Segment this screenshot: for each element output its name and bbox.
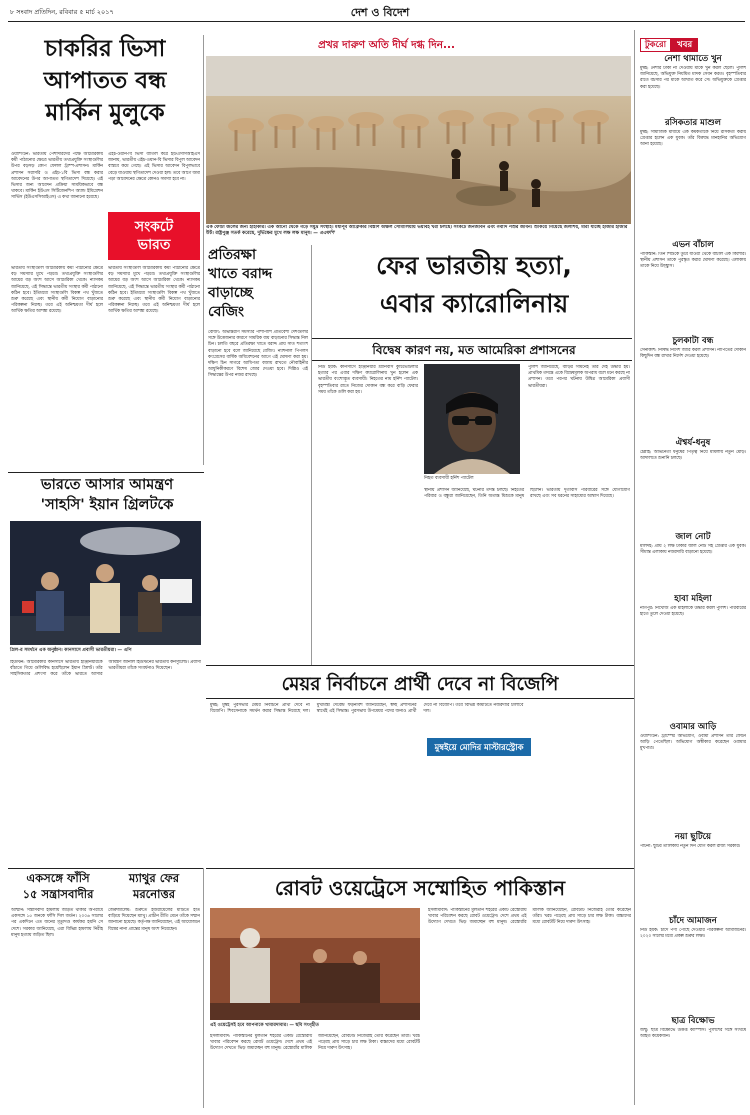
defence-headline: প্রতিরক্ষা খাতে বরাদ্দ বাড়াচ্ছে বেজিং [208,247,273,320]
grillot-caption: গ্রিল-র সমর্থনে এক অনুষ্ঠান। কানসাসে প্রবাসী ভারতীয়রা। — এপি [10,648,132,653]
victim-photo [424,364,520,474]
execution-body: আম্মান: সন্ত্রাসবাদী হামলায় জড়িত থাকার অপরাধে একসঙ্গে ১৫ জনকে ফাঁসি দিল জর্ডন। ২০০৬ সালের পর একদিনে এত জনের মৃত্যুদণ্ড কার্যকর হয়নি সে দেশে। সরকার জানিয়েছে, এরা বিভিন্ন হামলায় নিরীহ মানুষ হত্যায় জড়িত ছিল। [11,908,103,938]
murder-subhead: বিদ্বেষ কারণ নয়, মত আমেরিকা প্রশাসনের [372,343,576,357]
sidebar-item: এভন বাঁচাল পাকিস্তান: তিন শিশুকে ডুবে যাওয়া থেকে বাঁচাল এক কিশোর। স্থানীয় প্রশাসন তাকে পুরস্কৃত করার ঘোষণা করেছে। এলাকায় তাকে নিয়ে উচ্ছ্বাস। [640,240,746,270]
matthew-body: জেরুজালেম: শুরুতে ইজরায়েলের মাটিতে হাত বাড়িয়ে দিয়েছেন ম্যাথু। প্রাচীন রীতি মেনে তাঁকে সম্মান জানানো হয়েছে। কর্তৃপক্ষ জানিয়েছেন, এই আয়োজনে বিশ্বের নানা প্রান্তের মানুষ অংশ নিয়েছেন। [108,908,200,932]
murder-headline: ফের ভারতীয় হত্যা, এবার ক্যারোলিনায় [376,251,572,318]
victim-caption: নিহত ব্যবসায়ী হর্নিশ প্যাটেল [424,476,474,481]
sidebar-item: নেশা থামাতে খুন মুম্বই: নেশার টাকা না দেওয়ায় মাকে খুন করল ছেলে। পুলিশ জানিয়েছে, অভিযুক্ত নিয়মিত মাদক সেবন করত। বৃহস্পতিবার রাতে বচসার পর মাকে আঘাত করে সে। অভিযুক্তকে গ্রেপ্তার করা হয়েছে। [640,54,746,90]
lead-body-a2: ভারতীয় সংস্থাগুলি আমেরিকায় কর্মী পাঠানোর ক্ষেত্রে বড় সমস্যার মুখে পড়বে। তথ্যপ্রযুক্তি সংস্থাগুলির আয়ের বড় অংশ আসে আমেরিকা থেকে। ন্যাসকম জানিয়েছে, এই সিদ্ধান্তে ভারতীয় সংস্থার কর্মী পাঠানো কঠিন হবে। ইতিমধ্যে সংস্থাগুলি বিকল্প পথ খুঁজতে শুরু করেছে এবং স্থানীয় কর্মী নিয়োগ বাড়ানোর পরিকল্পনা নিচ্ছে। তবে এই অনিশ্চয়তা দীর্ঘ হলে আর্থিক ক্ষতির আশঙ্কা রয়েছে। [11,266,103,315]
execution-headline: একসঙ্গে ফাঁসি ১৫ সন্ত্রাসবাদীর [22,871,94,901]
sidebar-item: জাল নোট মালদহ: প্রায় ২ লক্ষ টাকার জাল নোট সহ গ্রেপ্তার এক যুবক। সীমান্ত এলাকায় নজরদারি বাড়ানো হয়েছে। [640,532,746,556]
murder-body-a: নিউ ইয়র্ক: কানসাসে ইঞ্জিনিয়ার শ্রীনিবাস কুচিভোটলার হত্যার পর এবার দক্ষিণ ক্যারোলিনায় খুন হলেন এক ভারতীয় বংশোদ্ভূত ব্যবসায়ী। নিহতের নাম হর্নিশ প্যাটেল। বৃহস্পতিবার রাতে নিজের দোকান বন্ধ করে বাড়ি ফেরার সময় তাঁকে গুলি করা হয়। [318,365,418,395]
lead-body-b: এইচ-ওয়ান-বি ভিসা বাতিল করে ইউএসসিআইএস জানায়, ভারতীয় এইচ-ওয়ান-বি ভিসার বিপুল আবেদন বাস্তবে কমে গেছে। এই ভিসার আবেদন বিপুলভাবে বেড়ে যাওয়ায় স্থগিতাদেশ দেওয়া হল। তবে আগে জমা পড়া আবেদনের ক্ষেত্রে কোনও সমস্যা হবে না। [108,152,200,182]
drought-caption: এক ফোঁটা জলের জন্য হাহাকার। এক আনো থেকে গড়ে সমুদ্র সংস্থাই। মধ্যপূর্ব আফ্রিকার বিস্তীর্ণ অঞ্চল সোমালিয়ায় ভয়াবহ খরা চলছে। সংকটে জনজীবন এবং গবাদি পশুর জীবন। শুকিয়ে গিয়েছে জলাশয়, মারা যাচ্ছে হাজার হাজার উট। রাষ্ট্রপুঞ্জ সতর্ক করেছে, দুর্ভিক্ষের মুখে লক্ষ লক্ষ মানুষ। — এএফপি [206,225,628,236]
sidebar-item: চুলকাটা বন্ধ সেনাকাশ: নিষিদ্ধ নির্দেশ জারি করল প্রশাসন। নাপিতের দোকান কিছুদিন বন্ধ রাখার নির্দেশ দেওয়া হয়েছে। [640,336,746,360]
camels-image [206,56,631,224]
sidebar-item: ওবামার আড়ি ওয়াশিংটন: ট্রাম্পের অভিযোগ, ওবামা প্রশাসন তাঁর ফোনে আড়ি পেতেছিল। অভিযোগ অস্বীকার করেছেন ওবামার মুখপাত্র। [640,722,746,752]
robot-caption: এই ওয়েট্রেসই হবে আপনাকে খাবারদাবার। — ছবি সংগৃহীত [210,1023,319,1028]
matthew-headline: ম্যাথুর ফের মরনোত্তর [128,871,180,901]
sidebar-item: ঐশ্বর্য-ধনুষ চেন্নাই: অভিনেতা ধনুষের পিতৃত্ব নিয়ে মামলায় নতুন মোড়। আদালতে শুনানি চলছে। [640,438,746,462]
murder-body-c: স্থানীয় প্রশাসন জানিয়েছে, ঘটনার তদন্ত চলছে। নিহতের পরিবার ও বন্ধুরা জানিয়েছেন, তিনি অত্যন্ত মিশুকে মানুষ ছিলেন। ভারতীয় দূতাবাস পরিবারের সঙ্গে যোগাযোগ রাখছে এবং সব ধরনের সাহায্যের আশ্বাস দিয়েছে। [424,488,630,500]
mayor-headline: মেয়র নির্বাচনে প্রার্থী দেবে না বিজেপি [281,674,559,695]
grillot-body: হিউস্টন: আমেরিকার কানসাসে ভারতীয় ইঞ্জিনিয়ারকে বাঁচাতে গিয়ে গুলিবিদ্ধ হয়েছিলেন ইয়ান গ্রিলট। তাঁর সাহসিকতার প্রশংসা করে তাঁকে ভারতে আসার আমন্ত্রণ জানাল হিউস্টনের ভারতীয় কনস্যুলেট। প্রবাসী ভারতীয়রা তাঁকে সংবর্ধনাও দিয়েছেন। [10,660,201,678]
sidebar-item: রসিকতার মাশুল মুম্বই: সামাজিক মাধ্যমে এক কর্মকর্তাকে নিয়ে রসিকতা করায় গ্রেপ্তার হলেন এক যুবক। তাঁর বিরুদ্ধে মানহানির অভিযোগ আনা হয়েছে। [640,118,746,148]
sidebar-item: নয়া ছুটিয়ে পাটনা: ছুটির তালিকায় নতুন দিন যোগ করল রাজ্য সরকার। [640,832,741,849]
mayor-inset: মুম্বইয়ে মোদির মাস্টারস্ট্রোক [427,738,531,756]
robot-body: ইসলামাবাদ: পাকিস্তানের মুলতান শহরের একটি রেস্তোরাঁয় খাবার পরিবেশন করছে রোবট ওয়েট্রেস। দেশে প্রথম এই উদ্যোগ দেখতে ভিড় জমাচ্ছেন বহু মানুষ। রেস্তোরাঁর মালিক জানিয়েছেন, রোবটটি নিজেরাই তৈরি করেছেন তাঁরা। খরচ পড়েছে প্রায় সাড়ে চার লক্ষ টাকা। বাচ্চাদের মধ্যে রোবটটি নিয়ে দারুণ উৎসাহ। [428,908,631,926]
lead-body-a: ওয়াশিংটন: ভারতীয় পেশাদারদের পক্ষে আমেরিকায় কর্মী পাঠানোর ক্ষেত্রে ভারতীয় তথ্যপ্রযুক্তি সংস্থাগুলির উপর বড়সড় কোপ ফেলল ট্রাম্প-প্রশাসন। মার্কিন প্রশাসন সরাসরি ও এইচ-১বি ভিসা বন্ধ করার আবেদনের উপর আপাতত স্থগিতাদেশ দিয়েছে। এই ভিসার জন্য আবেদন প্রক্রিয়া সাময়িকভাবে বন্ধ থাকবে। মার্কিন ইউএস সিটিজেনশিপ অ্যান্ড ইমিগ্রেশন সার্ভিস (ইউএসসিআইএস) এ কথা জানানো হয়েছে। [11,152,103,201]
robot-headline: রোবট ওয়েট্রেসে সম্মোহিত পাকিস্তান [274,876,566,900]
sidebar-item: চাঁদে আমাজন নিউ ইয়র্ক: চাঁদে পণ্য পৌঁছে দেওয়ার পরিকল্পনা আমাজনের। ২০২০ সালের মধ্যে প্রকল্প শুরুর লক্ষ্য। [640,916,746,940]
grillot-headline: ভারতে আসার আমন্ত্রণ 'সাহসি' ইয়ান গ্রিলটকে [40,477,174,513]
masthead-date: ৮ সংবাদ প্রতিদিন, রবিবার ৫ মার্চ ২০১৭ [10,8,114,16]
masthead [10,4,745,20]
drought-photo [206,56,631,224]
sidebar-item: হাবা মহিলা নাগপুর: নিখোঁজ এক মহিলাকে উদ্ধার করল পুলিশ। পরিবারের হাতে তুলে দেওয়া হয়েছে। [640,594,746,618]
grillot-photo [10,521,201,645]
murder-body-b: পুলিশ জানিয়েছে, বাড়ির সামনেই তাঁর দেহ উদ্ধার হয়। প্রাথমিক তদন্তে একে বিদ্বেষমূলক অপরাধ বলে মনে করছে না প্রশাসন। তবে পরপর ঘটনায় উদ্বিগ্ন আমেরিকা প্রবাসী ভারতীয়রা। [528,365,630,389]
sidebar-item: ছাত্র বিক্ষোভ জম্মু: ছাত্র বিক্ষোভে উত্তপ্ত ক্যাম্পাস। পুলিশের সঙ্গে সংঘর্ষে আহত কয়েকজন। [640,1016,746,1040]
lead-headline: চাকরির ভিসা আপাতত বন্ধ মার্কিন মুলুকে [43,36,167,126]
robot-photo [210,908,420,1020]
lead-body-c: ভারতীয় সংস্থাগুলি আমেরিকায় কর্মী পাঠানোর ক্ষেত্রে বড় সমস্যার মুখে পড়বে। তথ্যপ্রযুক্তি সংস্থাগুলির আয়ের বড় অংশ আসে আমেরিকা থেকে। ন্যাসকম জানিয়েছে, এই সিদ্ধান্তে ভারতীয় সংস্থার কর্মী পাঠানো কঠিন হবে। ইতিমধ্যে সংস্থাগুলি বিকল্প পথ খুঁজতে শুরু করেছে এবং স্থানীয় কর্মী নিয়োগ বাড়ানোর পরিকল্পনা নিচ্ছে। তবে এই অনিশ্চয়তা দীর্ঘ হলে আর্থিক ক্ষতির আশঙ্কা রয়েছে। [108,266,200,315]
mayor-body: মুম্বই: মুম্বই পুরসভার মেয়র নির্বাচনে প্রার্থী দেবে না বিজেপি। শিবসেনাকে সমর্থন করার সিদ্ধান্ত নিয়েছে দল। মুখ্যমন্ত্রী দেবেন্দ্র ফড়নবিশ জানিয়েছেন, স্বচ্ছ প্রশাসনের স্বার্থেই এই সিদ্ধান্ত। পুরসভায় উপমেয়র পদের জন্যও প্রার্থী দেবে না বিজেপি। তবে বিভিন্ন কমিটিতে নজরদারি চালাবে দল। [210,703,524,715]
defence-body: বেজিং: অভ্যন্তরীণ সমস্যার পাশাপাশি প্রতিবেশী দেশগুলির সঙ্গে উত্তেজনার কারণে সামরিক ব্যয় বাড়ানোর সিদ্ধান্ত নিল চিন। চলতি বছরে প্রতিরক্ষা খাতে বরাদ্দ প্রায় সাত শতাংশ বাড়ানো হবে বলে জানিয়েছে বেজিং। ন্যাশনাল পিপলস কংগ্রেসের বার্ষিক অধিবেশনের আগে এই ঘোষণা করা হয়। দক্ষিণ চিন সাগরে আধিপত্য বজায় রাখতে নৌবাহিনীর আধুনিকীকরণে বিশেষ জোর দেওয়া হবে। দিল্লিও এই সিদ্ধান্তের উপর নজর রাখছে। [208,330,308,379]
section-title: দেশ ও বিদেশ [350,6,410,19]
sidebar-label: টুকরো খবর [640,32,746,46]
photo-title: প্রখর দারুণ অতি দীর্ঘ দগ্ধ দিন... [318,39,455,51]
robot-body-lower: ইসলামাবাদ: পাকিস্তানের মুলতান শহরের একটি রেস্তোরাঁয় খাবার পরিবেশন করছে রোবট ওয়েট্রেস। দেশে প্রথম এই উদ্যোগ দেখতে ভিড় জমাচ্ছেন বহু মানুষ। রেস্তোরাঁর মালিক জানিয়েছেন, রোবটটি নিজেরাই তৈরি করেছেন তাঁরা। খরচ পড়েছে প্রায় সাড়ে চার লক্ষ টাকা। বাচ্চাদের মধ্যে রোবটটি নিয়ে দারুণ উৎসাহ। [210,1034,420,1052]
kicker-box: সংকটে ভারত [108,212,200,260]
